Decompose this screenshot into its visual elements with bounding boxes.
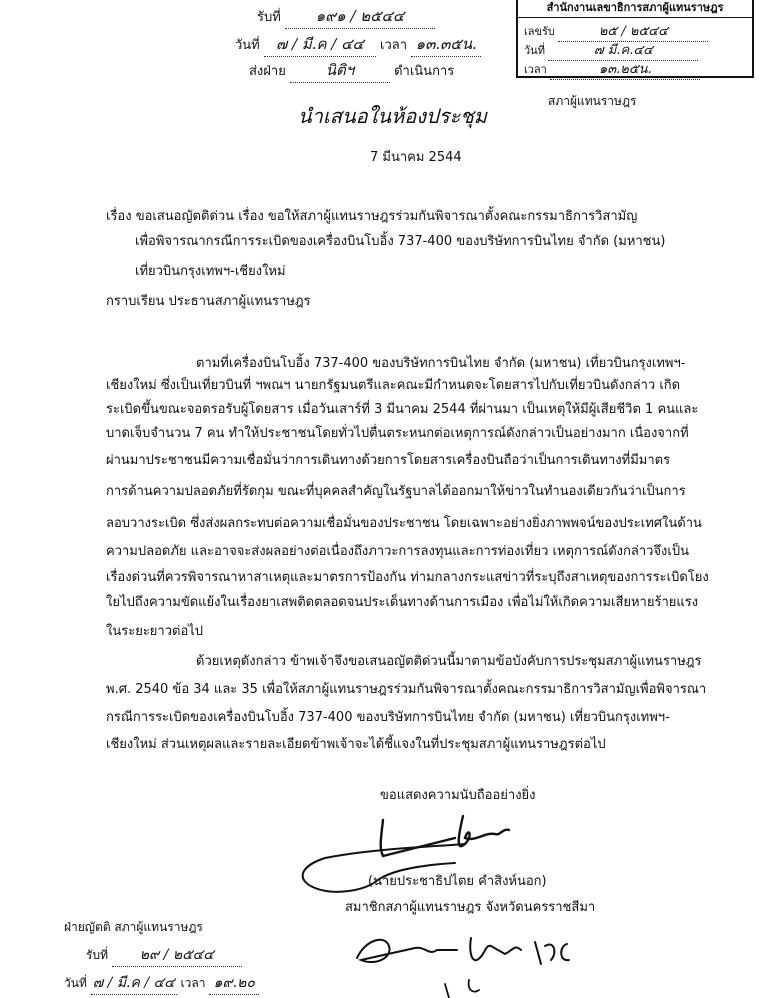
subject-line-2: เพื่อพิจารณากรณีการระเบิดของเครื่องบินโบอิ้ง 737-400 ของบริษัทการบินไทย จำกัด (มหาชน) bbox=[135, 234, 666, 249]
motion-stamp-time-value: ๑๙.๒๐ bbox=[209, 972, 259, 995]
letter-date: 7 มีนาคม 2544 bbox=[370, 150, 462, 165]
office-date-value: ๗ มี.ค.๔๔ bbox=[548, 39, 698, 61]
paragraph-2-line: ด้วยเหตุดังกล่าว ข้าพเจ้าจึงขอเสนอญัตติด่วนนี้มาตามข้อบังคับการประชุมสภาผู้แทนราษฎร bbox=[196, 654, 702, 669]
office-no-value: ๒๕ / ๒๕๔๔ bbox=[558, 20, 708, 42]
receipt-stamp bbox=[235, 0, 505, 84]
signer-name: (นายประชาธิปไตย คำสิงห์นอก) bbox=[368, 874, 547, 889]
motion-stamp-date-value: ๗ / มี.ค / ๔๔ bbox=[91, 972, 177, 995]
handwritten-note: นำเสนอในห้องประชุม bbox=[298, 104, 487, 128]
paragraph-1-line: ในระยะยาวต่อไป bbox=[106, 624, 204, 639]
office-stamp-header: สำนักงานเลขาธิการสภาผู้แทนราษฎร bbox=[518, 1, 752, 18]
paragraph-1-line: ความปลอดภัย และอาจจะส่งผลอย่างต่อเนื่องถึงภาวะการลงทุนและการท่องเที่ยว เหตุการณ์ดังกล่าวจึงเป็น bbox=[106, 544, 689, 559]
salutation: กราบเรียน ประธานสภาผู้แทนราษฎร bbox=[106, 294, 311, 309]
motion-stamp-date-label: วันที่ bbox=[64, 976, 87, 990]
paragraph-2-line: พ.ศ. 2540 ข้อ 34 และ 35 เพื่อให้สภาผู้แทนราษฎรร่วมกันพิจารณาตั้งคณะกรรมาธิการวิสามัญเพื่อพิจารณา bbox=[106, 682, 707, 697]
office-no-label: เลขรับ bbox=[524, 25, 555, 38]
paragraph-2-line: กรณีการระเบิดของเครื่องบินโบอิ้ง 737-400 ของบริษัทการบินไทย จำกัด (มหาชน) เที่ยวบินกรุงเทพฯ- bbox=[106, 710, 670, 725]
paragraph-1-line: การด้านความปลอดภัยที่รัดกุม ขณะที่บุคคลสำคัญในรัฐบาลได้ออกมาให้ข่าวในทำนองเดียวกันว่าเป็นการ bbox=[106, 484, 686, 499]
closing: ขอแสดงความนับถืออย่างยิ่ง bbox=[380, 788, 536, 803]
receipt-time-value: ๑๓.๓๕น. bbox=[411, 32, 481, 57]
office-stamp bbox=[516, 0, 754, 78]
paragraph-1-line: เรื่องด่วนที่ควรพิจารณาหาสาเหตุและมาตรการป้องกัน ท่ามกลางกระแสข่าวที่ระบุถึงสาเหตุของการระเบิดโยง bbox=[106, 570, 709, 585]
office-date-label: วันที่ bbox=[524, 44, 545, 57]
receipt-date-value: ๗ / มี.ค / ๔๔ bbox=[264, 32, 376, 57]
paragraph-1-line: ตามที่เครื่องบินโบอิ้ง 737-400 ของบริษัทการบินไทย จำกัด (มหาชน) เที่ยวบินกรุงเทพฯ- bbox=[196, 356, 686, 371]
paragraph-2-line: เชียงใหม่ ส่วนเหตุผลและรายละเอียดข้าพเจ้าจะได้ชี้แจงในที่ประชุมสภาผู้แทนราษฎรต่อไป bbox=[106, 737, 606, 752]
subject-line-1: เรื่อง ขอเสนอญัตติด่วน เรื่อง ขอให้สภาผู้แทนราษฎรร่วมกันพิจารณาตั้งคณะกรรมาธิการวิสามัญ bbox=[106, 209, 638, 224]
subject-line-3: เที่ยวบินกรุงเทพฯ-เชียงใหม่ bbox=[135, 264, 286, 279]
motion-stamp-no-label: รับที่ bbox=[86, 948, 108, 962]
action-label: ดำเนินการ bbox=[394, 64, 455, 79]
paragraph-1-line: เชียงใหม่ ซึ่งเป็นเที่ยวบินที่ ฯพณฯ นายกรัฐมนตรีและคณะมีกำหนดจะโดยสารไปกับเที่ยวบินดังกล่าว เกิด bbox=[106, 378, 681, 393]
paragraph-1-line: ใยไปถึงความขัดแย้งในเรื่องยาเสพติดตลอดจนประเด็นทางด้านการเมือง เพื่อไม่ให้เกิดความเสียหายร้ายแรง bbox=[106, 595, 699, 610]
handwritten-annotation bbox=[345, 920, 605, 998]
motion-stamp-no-value: ๒๙ / ๒๕๔๔ bbox=[112, 944, 242, 967]
motion-stamp-header: ฝ่ายญัตติ สภาผู้แทนราษฎร bbox=[64, 920, 203, 934]
paragraph-1-line: ลอบวางระเบิด ซึ่งส่งผลกระทบต่อความเชื่อมั่นของประชาชน โดยเฉพาะอย่างยิ่งภาพพจน์ของประเทศในด้าน bbox=[106, 516, 702, 531]
paragraph-1-line: ผ่านมาประชาชนมีความเชื่อมั่นว่าการเดินทางด้วยการโดยสารเครื่องบินถือว่าเป็นการเดินทางที่มีมาตร bbox=[106, 453, 671, 468]
paragraph-1-line: บาดเจ็บจำนวน 7 คน ทำให้ประชาชนโดยทั่วไปตื่นตระหนกต่อเหตุการณ์ดังกล่าวเป็นอย่างมาก เนื่องจากที่ bbox=[106, 426, 689, 441]
receipt-time-label: เวลา bbox=[380, 38, 408, 53]
motion-stamp-time-label: เวลา bbox=[180, 976, 206, 990]
office-stamp-caption: สภาผู้แทนราษฎร bbox=[548, 94, 637, 108]
receipt-number-value: ๑๙๑ / ๒๕๔๔ bbox=[285, 4, 435, 29]
paragraph-1-line: ระเบิดขึ้นขณะจอดรอรับผู้โดยสาร เมื่อวันเสาร์ที่ 3 มีนาคม 2544 ที่ผ่านมา เป็นเหตุให้มีผู้เสียชีวิต 1 คนและ bbox=[106, 402, 699, 417]
motion-division-stamp bbox=[60, 918, 270, 998]
forward-label: ส่งฝ่าย bbox=[249, 64, 286, 79]
signer-title: สมาชิกสภาผู้แทนราษฎร จังหวัดนครราชสีมา bbox=[345, 900, 596, 915]
receipt-date-label: วันที่ bbox=[235, 38, 260, 53]
receipt-number-label: รับที่ bbox=[257, 10, 281, 25]
office-time-label: เวลา bbox=[524, 63, 547, 76]
forward-value: นิติฯ bbox=[290, 58, 390, 83]
office-time-value: ๑๓.๒๕น. bbox=[550, 58, 700, 80]
